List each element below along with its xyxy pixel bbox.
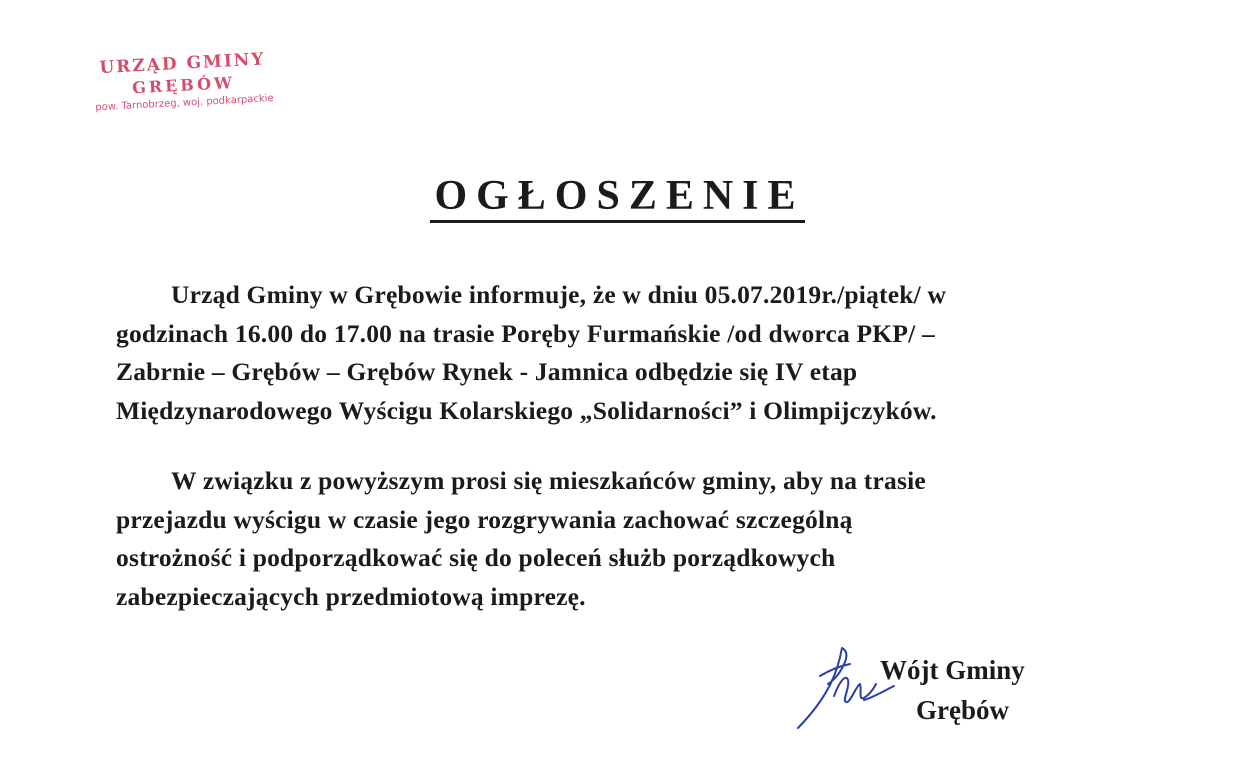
paragraph-line: Międzynarodowego Wyścigu Kolarskiego „Solidarności” i Olimpijczyków. [116, 395, 937, 425]
signatory-block [880, 650, 1025, 730]
paragraph-line: W związku z powyższym prosi się mieszkańców gminy, aby na trasie [171, 466, 926, 495]
signatory-municipality: Grębów [916, 695, 1009, 725]
paragraph-line: godzinach 16.00 do 17.00 na trasie Poręby Furmańskie /od dworca PKP/ – [116, 318, 935, 348]
paragraph-line: przejazdu wyścigu w czasie jego rozgrywania zachować szczególną [116, 504, 853, 534]
paragraph-line: Urząd Gminy w Grębowie informuje, że w dniu 05.07.2019r./piątek/ w [171, 280, 947, 309]
announcement-title [0, 172, 1235, 220]
paragraph-line: zabezpieczających przedmiotową imprezę. [116, 581, 586, 611]
paragraph-race-info [116, 276, 946, 430]
signatory-title: Wójt Gminy [880, 655, 1025, 685]
stamp-office-name: URZĄD GMINY [98, 49, 266, 79]
paragraph-safety-request [116, 462, 926, 616]
office-stamp [82, 48, 285, 117]
paragraph-line: Zabrnie – Grębów – Grębów Rynek - Jamnica odbędzie się IV etap [116, 357, 858, 386]
announcement-title-text: OGŁOSZENIE [430, 173, 804, 223]
stamp-region: pow. Tarnobrzeg, woj. podkarpackie [95, 93, 274, 114]
stamp-municipality: GRĘBÓW [131, 73, 236, 98]
paragraph-line: ostrożność i podporządkować się do poleceń służb porządkowych [116, 543, 836, 572]
